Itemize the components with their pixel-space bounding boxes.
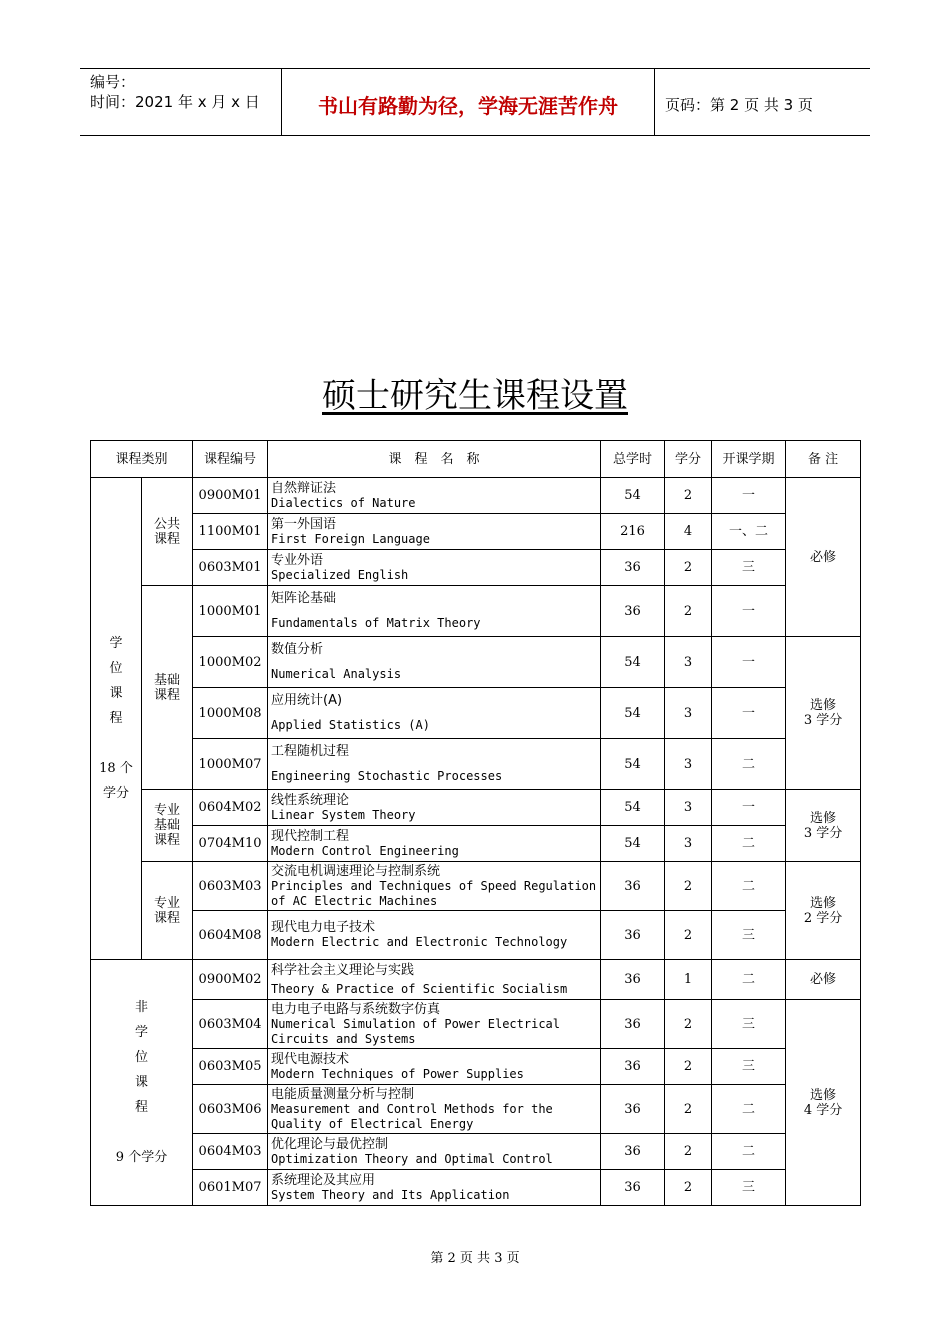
table-row [91,1170,861,1206]
course-name-zh: 现代电源技术 [271,1051,350,1067]
group-degree-char: 课 [109,686,123,701]
course-name [268,1085,601,1134]
table-row [91,1134,861,1170]
header-name: 课 程 名 称 [268,441,601,478]
header-term: 开课学期 [712,441,786,478]
course-hours: 36 [601,911,665,960]
course-term: 三 [712,1049,786,1085]
subgroup-prof-label: 专业 [154,895,181,911]
course-name-zh: 第一外国语 [271,516,337,532]
course-term: 一 [712,790,786,826]
course-term: 二 [712,826,786,862]
page-footer: 第 2 页 共 3 页 [430,1251,520,1266]
group-nondegree-char: 课 [135,1075,149,1090]
course-code: 0704M10 [193,826,268,862]
group-nondegree-char: 程 [135,1100,149,1115]
table-row [91,826,861,862]
group-nondegree-char: 学 [135,1025,149,1040]
course-term: 二 [712,739,786,790]
course-term: 三 [712,1170,786,1206]
header-category: 课程类别 [91,441,193,478]
course-name-zh: 电力电子电路与系统数字仿真 [271,1001,441,1017]
course-code: 0604M08 [193,911,268,960]
table-row [91,637,861,688]
group-nondegree-char: 位 [135,1050,149,1065]
course-name [268,688,601,739]
page-title: 硕士研究生课程设置 [322,376,628,416]
course-term: 一 [712,688,786,739]
course-name-en: Modern Techniques of Power Supplies [271,1066,524,1081]
table-row [91,688,861,739]
course-name-zh: 工程随机过程 [271,744,350,759]
course-name-en: System Theory and Its Application [271,1187,510,1202]
course-term: 一、二 [712,514,786,550]
group-degree-char: 程 [109,711,123,726]
header-notes: 备 注 [786,441,861,478]
note-elective-label: 选修 [810,698,837,713]
course-code: 0603M01 [193,550,268,586]
course-name-zh: 数值分析 [271,642,324,657]
course-code: 0603M03 [193,862,268,911]
course-hours: 36 [601,862,665,911]
course-credits: 2 [665,1049,712,1085]
table-row [91,1000,861,1049]
group-nondegree-char: 非 [135,1000,149,1015]
note-required: 必修 [786,960,861,1000]
course-name [268,586,601,637]
table-header-row [91,441,861,478]
course-credits: 2 [665,911,712,960]
course-name-en: First Foreign Language [271,531,430,546]
course-hours: 36 [601,1170,665,1206]
course-term: 三 [712,550,786,586]
course-name-zh: 自然辩证法 [271,480,337,496]
table-row [91,862,861,911]
course-credits: 2 [665,586,712,637]
course-name-en: Optimization Theory and Optimal Control [271,1151,553,1166]
course-name-en: Modern Control Engineering [271,843,459,858]
subgroup-prof-basic [142,790,193,862]
group-degree-char: 位 [109,661,123,676]
course-name-en: Modern Electric and Electronic Technology [271,935,568,949]
course-table [90,440,861,1206]
subgroup-prof-basic-label: 专业 [154,803,181,818]
course-name [268,911,601,960]
course-code: 1000M07 [193,739,268,790]
course-hours: 54 [601,790,665,826]
course-name-zh: 现代电力电子技术 [271,920,376,935]
course-name-zh: 电能质量测量分析与控制 [271,1086,415,1102]
time-label: 时间：2021 年 x 月 x 日 [90,93,260,111]
course-credits: 2 [665,550,712,586]
course-hours: 36 [601,960,665,1000]
note-elective [786,790,861,862]
header-credits: 学分 [665,441,712,478]
header-page-info: 页码：第 2 页 共 3 页 [665,95,813,114]
course-hours: 54 [601,478,665,514]
subgroup-basic-label: 课程 [154,687,181,703]
course-hours: 36 [601,586,665,637]
course-name [268,1170,601,1206]
course-name-zh: 专业外语 [271,552,324,568]
course-hours: 216 [601,514,665,550]
group-degree-credits: 学分 [102,786,129,801]
course-term: 一 [712,586,786,637]
course-hours: 54 [601,688,665,739]
course-code: 0603M04 [193,1000,268,1049]
subgroup-prof-label: 课程 [154,910,181,926]
course-hours: 54 [601,637,665,688]
course-name [268,960,601,1000]
course-credits: 3 [665,739,712,790]
course-term: 二 [712,1085,786,1134]
course-credits: 4 [665,514,712,550]
table-row [91,960,861,1000]
subgroup-prof [142,862,193,960]
note-elective-credits: 3 学分 [803,713,843,728]
subgroup-basic [142,586,193,790]
course-name-en: Numerical Simulation of Power Electrical Circuits and Systems [271,1016,560,1046]
note-elective-credits: 4 学分 [803,1102,843,1118]
course-name-zh: 科学社会主义理论与实践 [271,962,415,978]
course-credits: 1 [665,960,712,1000]
course-code: 1100M01 [193,514,268,550]
course-term: 二 [712,1134,786,1170]
course-credits: 2 [665,1170,712,1206]
course-code: 0604M03 [193,1134,268,1170]
course-name [268,478,601,514]
group-nondegree-credits: 9 个学分 [115,1150,168,1165]
subgroup-public-label: 公共 [154,516,181,532]
table-row [91,478,861,514]
course-code: 0900M02 [193,960,268,1000]
course-name-zh: 矩阵论基础 [271,591,337,606]
course-hours: 36 [601,1000,665,1049]
course-code: 1000M02 [193,637,268,688]
table-row [91,790,861,826]
group-degree-credits: 18 个 [99,761,133,776]
subgroup-public [142,478,193,586]
header-code: 课程编号 [193,441,268,478]
course-credits: 2 [665,862,712,911]
table-row [91,1085,861,1134]
course-term: 三 [712,1000,786,1049]
table-row [91,514,861,550]
course-name [268,1000,601,1049]
course-hours: 36 [601,1049,665,1085]
course-term: 一 [712,637,786,688]
course-credits: 2 [665,1000,712,1049]
course-name-en: Principles and Techniques of Speed Regulation of AC Electric Machines [271,878,597,908]
course-name-zh: 现代控制工程 [271,828,350,844]
table-row [91,739,861,790]
course-name [268,1049,601,1085]
course-term: 二 [712,862,786,911]
course-name [268,790,601,826]
note-elective [786,637,861,790]
course-credits: 2 [665,1085,712,1134]
course-hours: 36 [601,1134,665,1170]
course-hours: 54 [601,739,665,790]
course-code: 0900M01 [193,478,268,514]
course-hours: 36 [601,550,665,586]
course-name [268,1134,601,1170]
course-name-en: Measurement and Control Methods for the Quality of Electrical Energy [271,1101,553,1131]
course-code: 1000M01 [193,586,268,637]
group-degree [91,478,142,960]
course-name-zh: 交流电机调速理论与控制系统 [271,863,441,879]
course-name-en: Specialized English [271,567,409,582]
course-credits: 3 [665,688,712,739]
course-code: 1000M08 [193,688,268,739]
course-code: 0603M05 [193,1049,268,1085]
course-hours: 54 [601,826,665,862]
course-name-en: Dialectics of Nature [271,495,416,510]
subgroup-public-label: 课程 [154,531,181,547]
number-label: 编号： [90,73,136,91]
note-elective-credits: 2 学分 [803,910,843,926]
course-credits: 3 [665,637,712,688]
group-nondegree [91,960,193,1206]
header-meta [80,69,282,135]
course-name [268,637,601,688]
table-row [91,586,861,637]
header-hours: 总学时 [601,441,665,478]
note-elective-credits: 3 学分 [803,825,843,841]
course-name [268,826,601,862]
subgroup-prof-basic-label: 课程 [154,833,181,848]
course-name [268,514,601,550]
course-name-zh: 线性系统理论 [271,792,350,808]
note-elective [786,1000,861,1206]
course-name [268,862,601,911]
course-name-en: Engineering Stochastic Processes [271,769,503,783]
course-term: 三 [712,911,786,960]
subgroup-basic-label: 基础 [154,672,181,688]
course-name-en: Fundamentals of Matrix Theory [271,616,481,630]
note-elective-label: 选修 [810,895,837,911]
course-credits: 3 [665,826,712,862]
course-hours: 36 [601,1085,665,1134]
course-name-zh: 优化理论与最优控制 [271,1136,389,1152]
note-elective-label: 选修 [810,1087,837,1103]
subgroup-prof-basic-label: 基础 [154,818,181,833]
header-motto: 书山有路勤为径，学海无涯苦作舟 [282,69,655,135]
group-degree-char: 学 [109,636,123,651]
course-name-en: Numerical Analysis [271,667,402,681]
page-header [80,68,870,136]
course-name-en: Applied Statistics (A) [271,718,430,732]
course-term: 一 [712,478,786,514]
course-name [268,550,601,586]
course-code: 0603M06 [193,1085,268,1134]
course-code: 0604M02 [193,790,268,826]
course-code: 0601M07 [193,1170,268,1206]
note-required: 必修 [786,478,861,637]
course-name-en: Linear System Theory [271,807,416,822]
course-name-zh: 系统理论及其应用 [271,1172,376,1188]
note-elective [786,862,861,960]
table-row [91,1049,861,1085]
course-credits: 2 [665,1134,712,1170]
course-name-zh: 应用统计(A) [271,693,343,708]
table-row [91,911,861,960]
course-credits: 3 [665,790,712,826]
course-term: 二 [712,960,786,1000]
course-name [268,739,601,790]
course-name-en: Theory & Practice of Scientific Socialism [271,981,568,996]
course-credits: 2 [665,478,712,514]
note-elective-label: 选修 [810,810,837,826]
table-row [91,550,861,586]
